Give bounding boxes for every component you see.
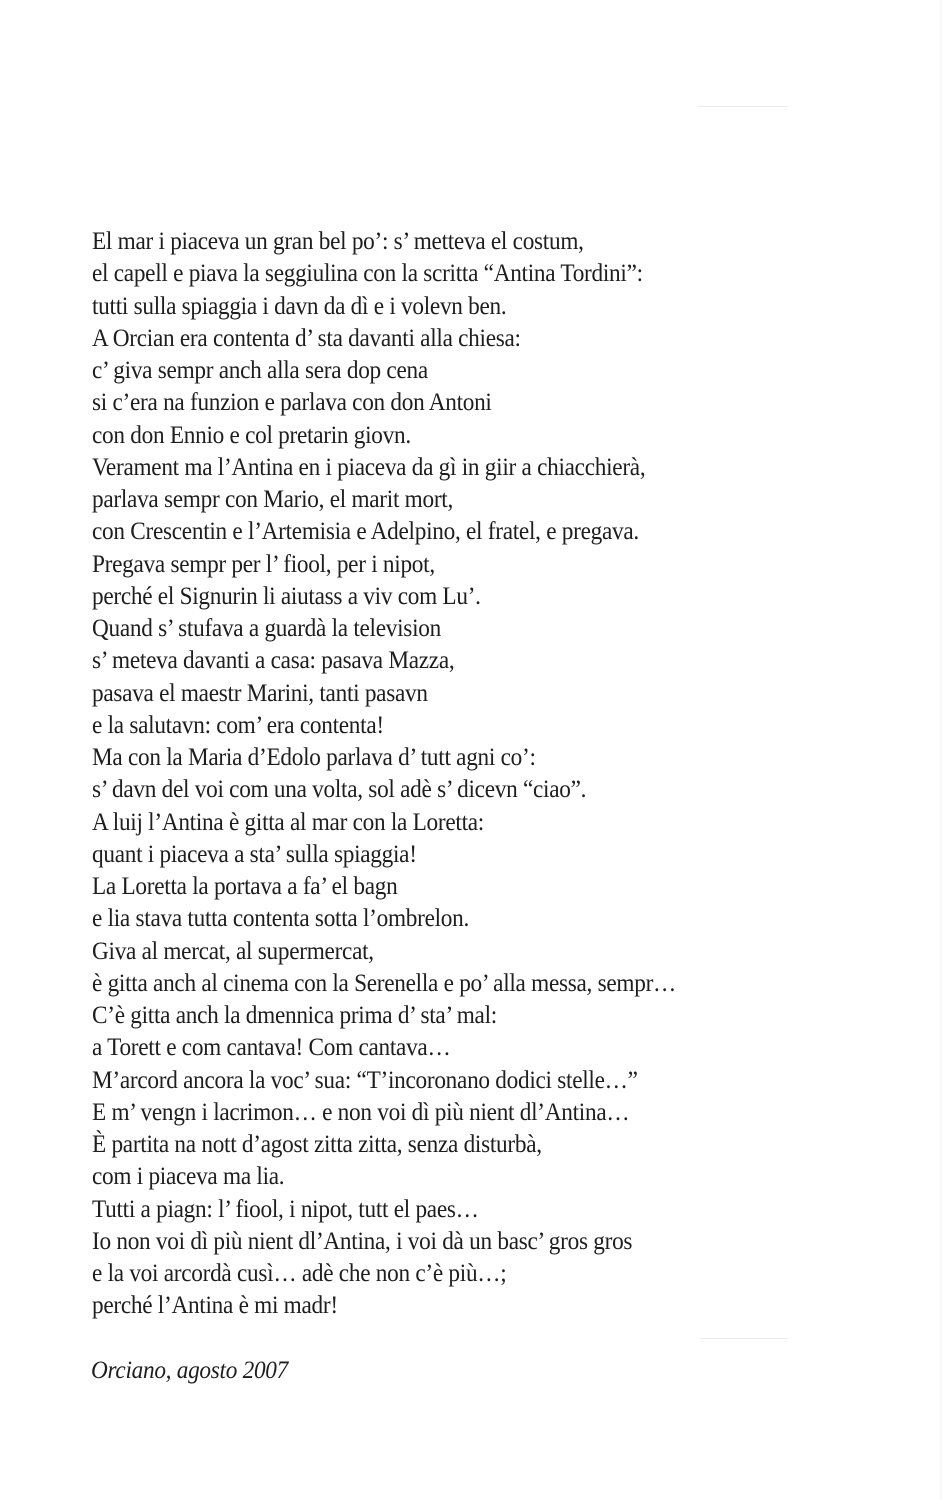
poem-line: E m’ vengn i lacrimon… e non voi dì più nient dl’Antina… bbox=[92, 1098, 630, 1126]
poem-line: Ma con la Maria d’Edolo parlava d’ tutt agni co’: bbox=[92, 744, 536, 771]
poem-line: si c’era na funzion e parlava con don Antoni bbox=[92, 389, 492, 417]
poem-body bbox=[92, 226, 892, 1323]
poem-line: Giva al mercat, al supermercat, bbox=[92, 937, 374, 965]
poem-line: con Crescentin e l’Artemisia e Adelpino, el fratel, e pregava. bbox=[92, 518, 639, 546]
poem-line: Io non voi dì più nient dl’Antina, i voi dà un basc’ gros gros bbox=[92, 1227, 633, 1255]
poem-line: pasava el maestr Marini, tanti pasavn bbox=[92, 679, 428, 707]
poem-line: C’è gitta anch la dmennica prima d’ sta’ mal: bbox=[92, 1002, 497, 1029]
poem-line: Pregava sempr per l’ fiool, per i nipot, bbox=[92, 550, 435, 578]
poem-line: A Orcian era contenta d’ sta davanti alla chiesa: bbox=[92, 324, 521, 352]
poem-line: tutti sulla spiaggia i davn da dì e i volevn ben. bbox=[92, 292, 507, 320]
poem-line: El mar i piaceva un gran bel po’: s’ metteva el costum, bbox=[92, 228, 584, 255]
poem-line: A luij l’Antina è gitta al mar con la Loretta: bbox=[92, 808, 484, 836]
scan-artifact-rule bbox=[700, 1338, 788, 1339]
poem-line: com i piaceva ma lia. bbox=[92, 1163, 285, 1191]
poem-line: el capell e piava la seggiulina con la scritta “Antina Tordini”: bbox=[92, 260, 643, 288]
poem-line: c’ giva sempr anch alla sera dop cena bbox=[92, 357, 428, 384]
poem-line: È partita na nott d’agost zitta zitta, senza disturbà, bbox=[92, 1131, 542, 1158]
poem-line: Quand s’ stufava a guardà la television bbox=[92, 615, 441, 642]
poem-line: perché l’Antina è mi madr! bbox=[92, 1292, 338, 1320]
poem-line: è gitta anch al cinema con la Serenella e po’ alla messa, sempr… bbox=[92, 969, 677, 997]
poem-line: s’ meteva davanti a casa: pasava Mazza, bbox=[92, 647, 455, 675]
poem-line: quant i piaceva a sta’ sulla spiaggia! bbox=[92, 840, 417, 868]
poem-line: e la salutavn: com’ era contenta! bbox=[92, 711, 384, 739]
poem-line: Verament ma l’Antina en i piaceva da gì in giir a chiacchierà, bbox=[92, 453, 646, 481]
poem-line: Tutti a piagn: l’ fiool, i nipot, tutt el paes… bbox=[92, 1195, 479, 1223]
poem-line: e lia stava tutta contenta sotta l’ombrelon. bbox=[92, 905, 470, 933]
poem-line: a Torett e com cantava! Com cantava… bbox=[92, 1034, 451, 1062]
place-date-signature: Orciano, agosto 2007 bbox=[91, 1357, 289, 1384]
poem-line: M’arcord ancora la voc’ sua: “T’incoronano dodici stelle…” bbox=[92, 1066, 638, 1094]
poem-line: La Loretta la portava a fa’ el bagn bbox=[92, 873, 398, 900]
poem-line: parlava sempr con Mario, el marit mort, bbox=[92, 486, 453, 513]
poem-line: e la voi arcordà cusì… adè che non c’è più…; bbox=[92, 1260, 507, 1287]
scan-artifact-rule bbox=[698, 106, 788, 107]
poem-line: perché el Signurin li aiutass a viv com Lu’. bbox=[92, 582, 481, 610]
poem-line: con don Ennio e col pretarin giovn. bbox=[92, 421, 411, 449]
poem-line: s’ davn del voi com una volta, sol adè s’ dicevn “ciao”. bbox=[92, 776, 587, 804]
